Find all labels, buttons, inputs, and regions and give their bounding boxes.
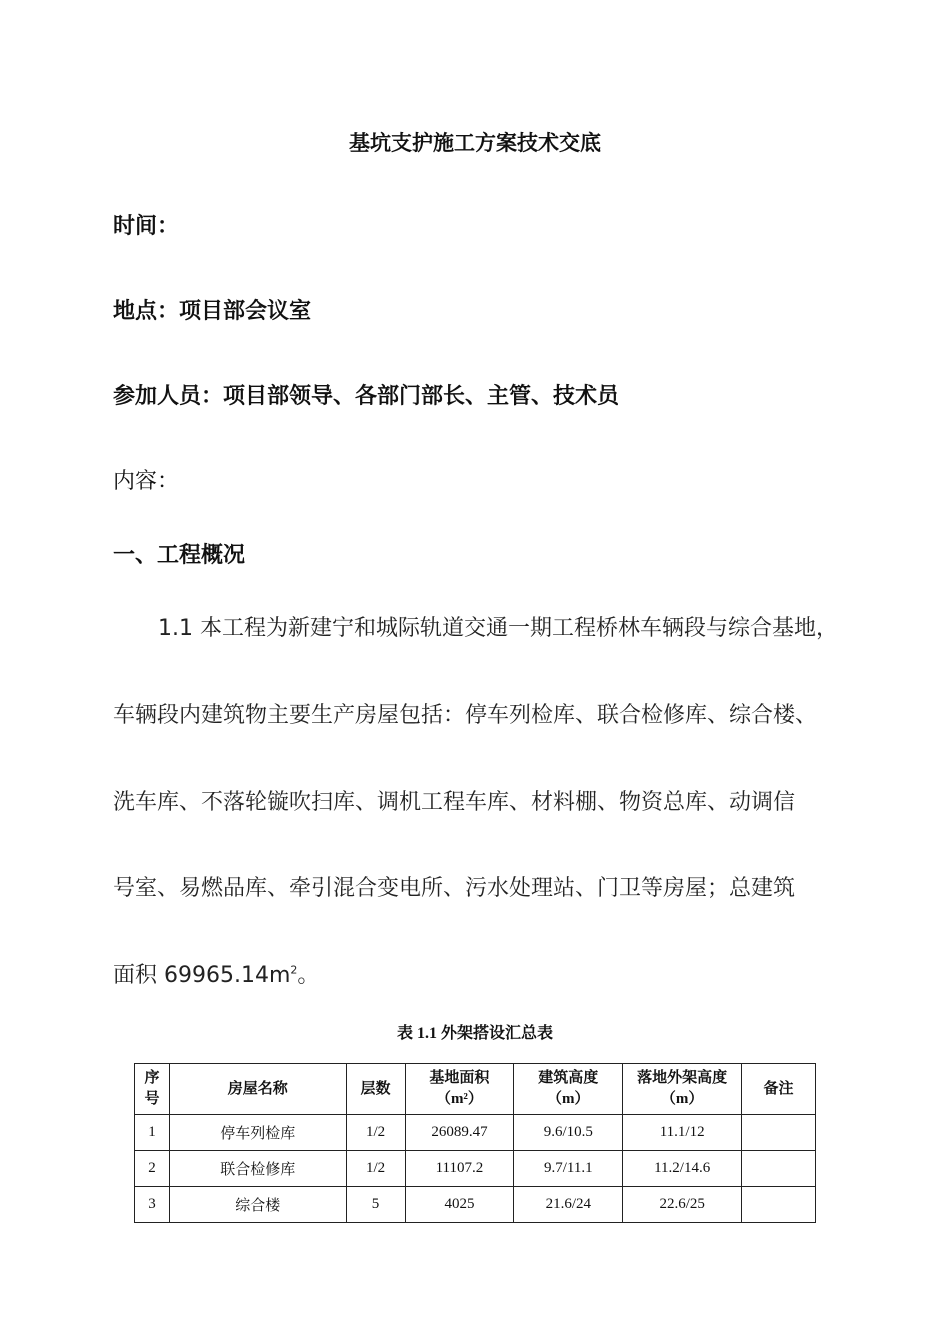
- cell-building-height: 9.6/10.5: [514, 1115, 623, 1151]
- table-row: [135, 1151, 816, 1187]
- cell-building-height: 9.7/11.1: [514, 1151, 623, 1187]
- paragraph-line: [113, 961, 319, 991]
- cell-building-height: 21.6/24: [514, 1187, 623, 1223]
- document-title: 基坑支护施工方案技术交底: [349, 131, 601, 155]
- header-building-name: 房屋名称: [169, 1064, 346, 1115]
- cell-scaffold-height: 11.1/12: [623, 1115, 742, 1151]
- cell-floors: 1/2: [346, 1115, 405, 1151]
- cell-base-area: 26089.47: [405, 1115, 514, 1151]
- cell-floors: 1/2: [346, 1151, 405, 1187]
- header-floors: 层数: [346, 1064, 405, 1115]
- content-label: 内容：: [113, 469, 180, 494]
- cell-base-area: 11107.2: [405, 1151, 514, 1187]
- header-seq: 序 号: [135, 1064, 170, 1115]
- cell-building-name: 综合楼: [169, 1187, 346, 1223]
- cell-floors: 5: [346, 1187, 405, 1223]
- cell-remarks: [742, 1115, 816, 1151]
- header-remarks: 备注: [742, 1064, 816, 1115]
- meeting-participants: 参加人员：项目部领导、各部门部长、主管、技术员: [113, 384, 620, 409]
- table-header-row: [135, 1064, 816, 1115]
- paragraph-line: 洗车库、不落轮镟吹扫库、调机工程车库、材料棚、物资总库、动调信: [113, 790, 796, 815]
- cell-remarks: [742, 1187, 816, 1223]
- area-unit-superscript: 2: [290, 963, 298, 977]
- section-heading: 一、工程概况: [113, 543, 246, 568]
- cell-scaffold-height: 22.6/25: [623, 1187, 742, 1223]
- paragraph-line: 1.1 本工程为新建宁和城际轨道交通一期工程桥林车辆段与综合基地，: [158, 616, 838, 641]
- table-row: [135, 1187, 816, 1223]
- cell-seq: 2: [135, 1151, 170, 1187]
- header-scaffold-height: 落地外架高度 （m）: [623, 1064, 742, 1115]
- table-row: [135, 1115, 816, 1151]
- paragraph-line: 号室、易燃品库、牵引混合变电所、污水处理站、门卫等房屋；总建筑: [113, 876, 796, 901]
- cell-building-name: 联合检修库: [169, 1151, 346, 1187]
- cell-base-area: 4025: [405, 1187, 514, 1223]
- scaffold-summary-table: [134, 1063, 816, 1223]
- meeting-time-label: 时间：: [113, 214, 180, 239]
- cell-seq: 1: [135, 1115, 170, 1151]
- area-text: 面积 69965.14m: [113, 963, 291, 988]
- cell-building-name: 停车列检库: [169, 1115, 346, 1151]
- header-building-height: 建筑高度 （m）: [514, 1064, 623, 1115]
- table-caption: 表 1.1 外架搭设汇总表: [396, 1025, 553, 1042]
- paragraph-line: 车辆段内建筑物主要生产房屋包括：停车列检库、联合检修库、综合楼、: [113, 703, 818, 728]
- cell-remarks: [742, 1151, 816, 1187]
- cell-seq: 3: [135, 1187, 170, 1223]
- sentence-end: 。: [297, 963, 320, 988]
- meeting-location: 地点：项目部会议室: [113, 299, 312, 324]
- header-base-area: 基地面积 （m²）: [405, 1064, 514, 1115]
- cell-scaffold-height: 11.2/14.6: [623, 1151, 742, 1187]
